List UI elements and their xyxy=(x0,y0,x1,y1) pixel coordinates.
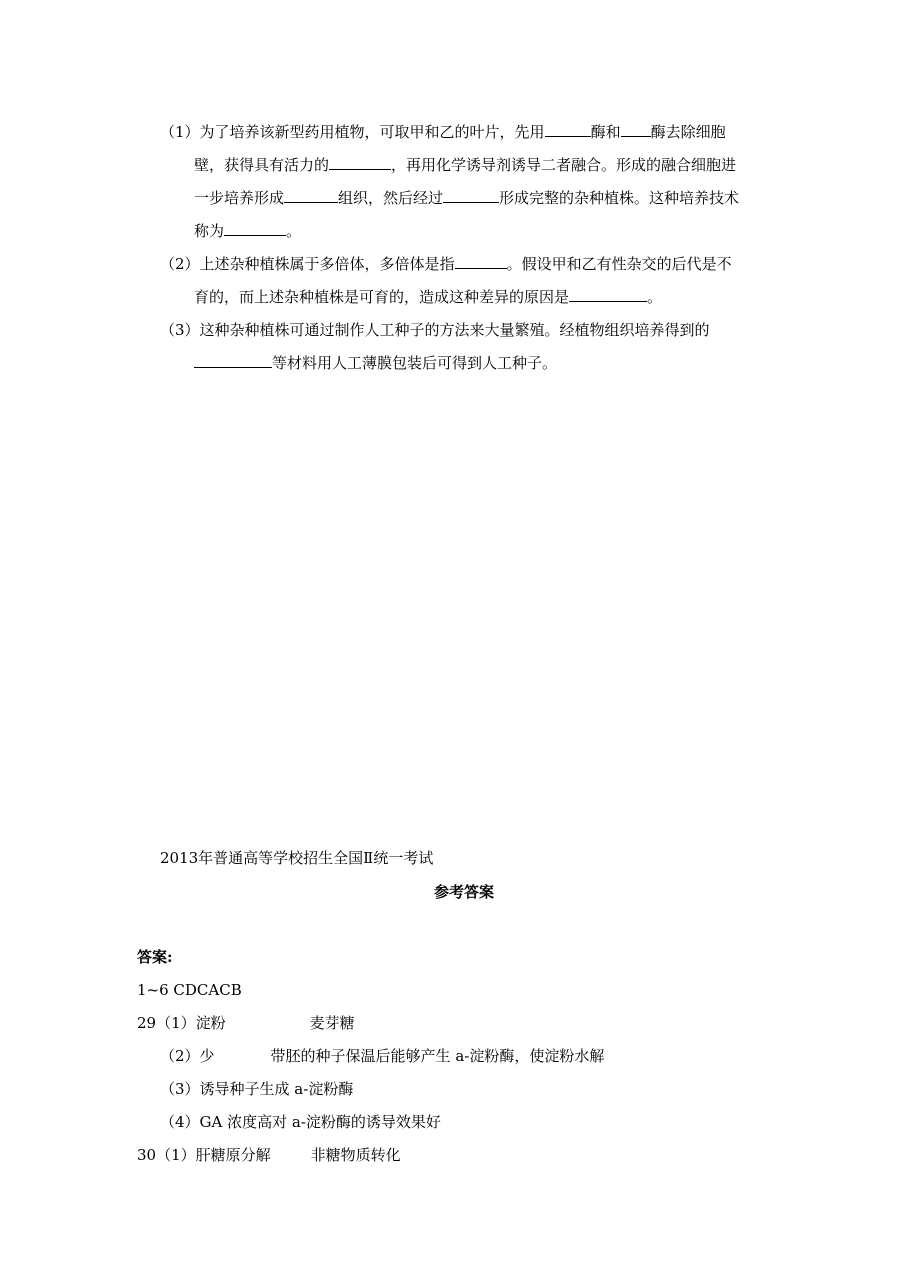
q2-line-1: （2）上述杂种植株属于多倍体，多倍体是指 。假设甲和乙有性杂交的后代是不 xyxy=(160,255,732,273)
answer-30-1: 30（1）肝糖原分解 非糖物质转化 xyxy=(137,1146,401,1164)
q3-line-2: 等材料用人工薄膜包装后可得到人工种子。 xyxy=(194,353,557,373)
answer-29-2: （2）少 带胚的种子保温后能够产生 a-淀粉酶，使淀粉水解 xyxy=(160,1047,605,1065)
answer-blank xyxy=(194,353,272,368)
exam-title: 2013年普通高等学校招生全国Ⅱ统一考试 xyxy=(160,849,434,867)
answer-blank xyxy=(569,287,647,302)
answer-29-1: 29（1）淀粉 麦芽糖 xyxy=(137,1014,355,1032)
q3-line-1: （3）这种杂种植株可通过制作人工种子的方法来大量繁殖。经植物组织培养得到的 xyxy=(160,321,710,339)
answer-blank xyxy=(545,122,591,137)
q3-label: （3） xyxy=(160,321,200,339)
q2-line-2: 育的，而上述杂种植株是可育的，造成这种差异的原因是 。 xyxy=(194,288,663,306)
q1-line-2: 壁，获得具有活力的 ，再用化学诱导剂诱导二者融合。形成的融合细胞进 xyxy=(194,156,737,174)
answer-blank xyxy=(224,221,286,236)
answers-heading: 答案: xyxy=(137,948,173,966)
q1-line-4: 称为 。 xyxy=(194,222,302,240)
answer-blank xyxy=(329,155,391,170)
answer-blank xyxy=(443,188,499,203)
answer-blank xyxy=(455,254,507,269)
answer-blank xyxy=(621,122,651,137)
answer-1-6: 1~6 CDCACB xyxy=(137,981,242,999)
reference-heading: 参考答案 xyxy=(434,883,495,901)
q1-label: （1） xyxy=(160,123,200,141)
answer-blank xyxy=(284,188,338,203)
q1-line-1: （1）为了培养该新型药用植物，可取甲和乙的叶片，先用 酶和 酶去除细胞 xyxy=(160,123,726,141)
answer-29-3: （3）诱导种子生成 a-淀粉酶 xyxy=(160,1080,354,1098)
q1-line-3: 一步培养形成 组织，然后经过 形成完整的杂种植株。这种培养技术 xyxy=(194,189,740,207)
q2-label: （2） xyxy=(160,255,200,273)
answer-29-4: （4）GA 浓度高对 a-淀粉酶的诱导效果好 xyxy=(160,1113,441,1131)
